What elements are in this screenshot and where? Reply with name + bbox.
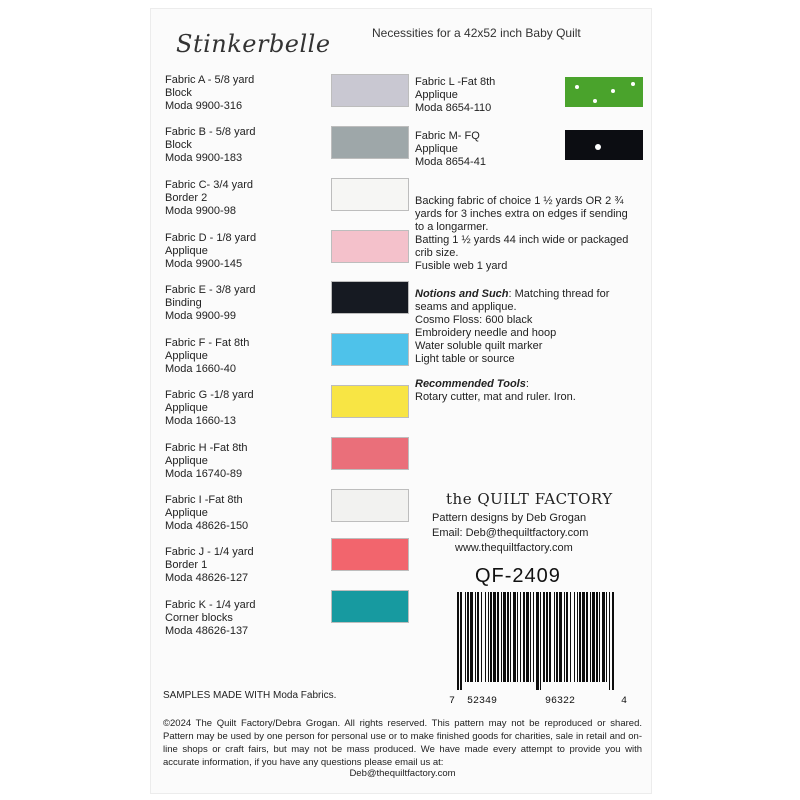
- fabric-entry: [165, 126, 325, 165]
- fabric-code: Moda 48626-137: [165, 625, 249, 637]
- brand-website: www.thequiltfactory.com: [455, 542, 573, 554]
- fabric-entry: [165, 74, 325, 113]
- fabric-label: Fabric F - Fat 8th: [165, 337, 250, 349]
- fabric-use: Applique: [165, 245, 208, 257]
- fabric-label: Fabric M- FQ: [415, 130, 480, 142]
- fabric-entry: [165, 232, 325, 271]
- fabric-use: Block: [165, 139, 192, 151]
- fabric-code: Moda 48626-127: [165, 572, 249, 584]
- fabric-swatch-i: [331, 489, 409, 522]
- fabric-swatch-c: [331, 178, 409, 211]
- copyright-text: ©2024 The Quilt Factory/Debra Grogan. All rights reserved. This pattern may not be reproduced or shared. Pattern may be used by one person for personal use or to make finished goods for charities, sale in retail and on-line shops or craft fairs, but may not be mass produced. We have made every attempt to provide you with accurate information, if you have any questions please email us at:: [163, 718, 642, 768]
- fabric-swatch-m: [565, 130, 643, 160]
- fabric-code: Moda 1660-13: [165, 415, 236, 427]
- tools-section: Recommended Tools: Rotary cutter, mat and ruler. Iron.: [415, 378, 576, 403]
- fabric-entry: [415, 76, 575, 115]
- backing-notes: Backing fabric of choice 1 ½ yards OR 2 ¾ yards for 3 inches extra on edges if sending to a longarmer. Batting 1 ½ yards 44 inch wide or packaged crib size. Fusible web 1 yard: [415, 195, 629, 272]
- fabric-entry: [165, 389, 325, 428]
- fabric-label: Fabric C- 3/4 yard: [165, 179, 254, 191]
- fabric-use: Applique: [165, 402, 208, 414]
- fabric-label: Fabric K - 1/4 yard: [165, 599, 256, 611]
- barcode-digits: 96322: [545, 696, 576, 707]
- fabric-swatch-b: [331, 126, 409, 159]
- barcode-digit: 7: [449, 696, 456, 707]
- copyright-email: Deb@thequiltfactory.com: [349, 768, 456, 779]
- pattern-subtitle: Necessities for a 42x52 inch Baby Quilt: [372, 26, 581, 40]
- fabric-swatch-l: [565, 77, 643, 107]
- fabric-use: Applique: [415, 143, 458, 155]
- fabric-entry: [165, 442, 325, 481]
- brand-logo-text: the QUILT FACTORY: [446, 490, 613, 508]
- fabric-use: Border 2: [165, 192, 208, 204]
- upc-barcode: [455, 592, 617, 690]
- fabric-label: Fabric B - 5/8 yard: [165, 126, 256, 138]
- fabric-swatch-e: [331, 281, 409, 314]
- fabric-label: Fabric H -Fat 8th: [165, 442, 248, 454]
- fabric-swatch-g: [331, 385, 409, 418]
- pattern-title: Stinkerbelle: [176, 30, 331, 58]
- fabric-use: Applique: [165, 507, 208, 519]
- fabric-entry: [415, 130, 575, 169]
- fabric-label: Fabric D - 1/8 yard: [165, 232, 257, 244]
- fabric-entry: [165, 179, 325, 218]
- fabric-use: Applique: [165, 350, 208, 362]
- fabric-use: Applique: [165, 455, 208, 467]
- product-code: QF-2409: [475, 565, 561, 587]
- fabric-entry: [165, 284, 325, 323]
- fabric-code: Moda 9900-98: [165, 205, 236, 217]
- fabric-code: Moda 9900-316: [165, 100, 243, 112]
- fabric-entry: [165, 599, 325, 638]
- fabric-label: Fabric E - 3/8 yard: [165, 284, 256, 296]
- fabric-use: Applique: [415, 89, 458, 101]
- notions-section: Notions and Such: Matching thread for seams and applique. Cosmo Floss: 600 black Embroidery needle and hoop Water soluble quilt marker Light table or source: [415, 288, 610, 365]
- fabric-label: Fabric G -1/8 yard: [165, 389, 254, 401]
- fabric-code: Moda 8654-110: [415, 102, 492, 114]
- fabric-use: Corner blocks: [165, 612, 233, 624]
- fabric-label: Fabric A - 5/8 yard: [165, 74, 255, 86]
- fabric-entry: [165, 494, 325, 533]
- fabric-use: Border 1: [165, 559, 208, 571]
- fabric-label: Fabric I -Fat 8th: [165, 494, 243, 506]
- fabric-swatch-h: [331, 437, 409, 470]
- fabric-label: Fabric J - 1/4 yard: [165, 546, 254, 558]
- fabric-swatch-j: [331, 538, 409, 571]
- fabric-code: Moda 9900-99: [165, 310, 236, 322]
- tools-heading: Recommended Tools: [415, 378, 526, 390]
- fabric-swatch-f: [331, 333, 409, 366]
- notions-heading: Notions and Such: [415, 288, 509, 300]
- fabric-label: Fabric L -Fat 8th: [415, 76, 496, 88]
- brand-tagline: Pattern designs by Deb Grogan: [432, 512, 587, 524]
- fabric-swatch-d: [331, 230, 409, 263]
- fabric-code: Moda 48626-150: [165, 520, 249, 532]
- fabric-code: Moda 9900-145: [165, 258, 243, 270]
- fabric-code: Moda 9900-183: [165, 152, 243, 164]
- fabric-swatch-a: [331, 74, 409, 107]
- fabric-use: Block: [165, 87, 192, 99]
- fabric-entry: [165, 337, 325, 376]
- samples-note: SAMPLES MADE WITH Moda Fabrics.: [163, 690, 337, 701]
- brand-email: Email: Deb@thequiltfactory.com: [432, 527, 589, 539]
- fabric-code: Moda 8654-41: [415, 156, 486, 168]
- fabric-entry: [165, 546, 325, 585]
- fabric-code: Moda 1660-40: [165, 363, 236, 375]
- barcode-digits: 52349: [467, 696, 498, 707]
- fabric-swatch-k: [331, 590, 409, 623]
- fabric-code: Moda 16740-89: [165, 468, 243, 480]
- barcode-digit: 4: [621, 696, 628, 707]
- fabric-use: Binding: [165, 297, 202, 309]
